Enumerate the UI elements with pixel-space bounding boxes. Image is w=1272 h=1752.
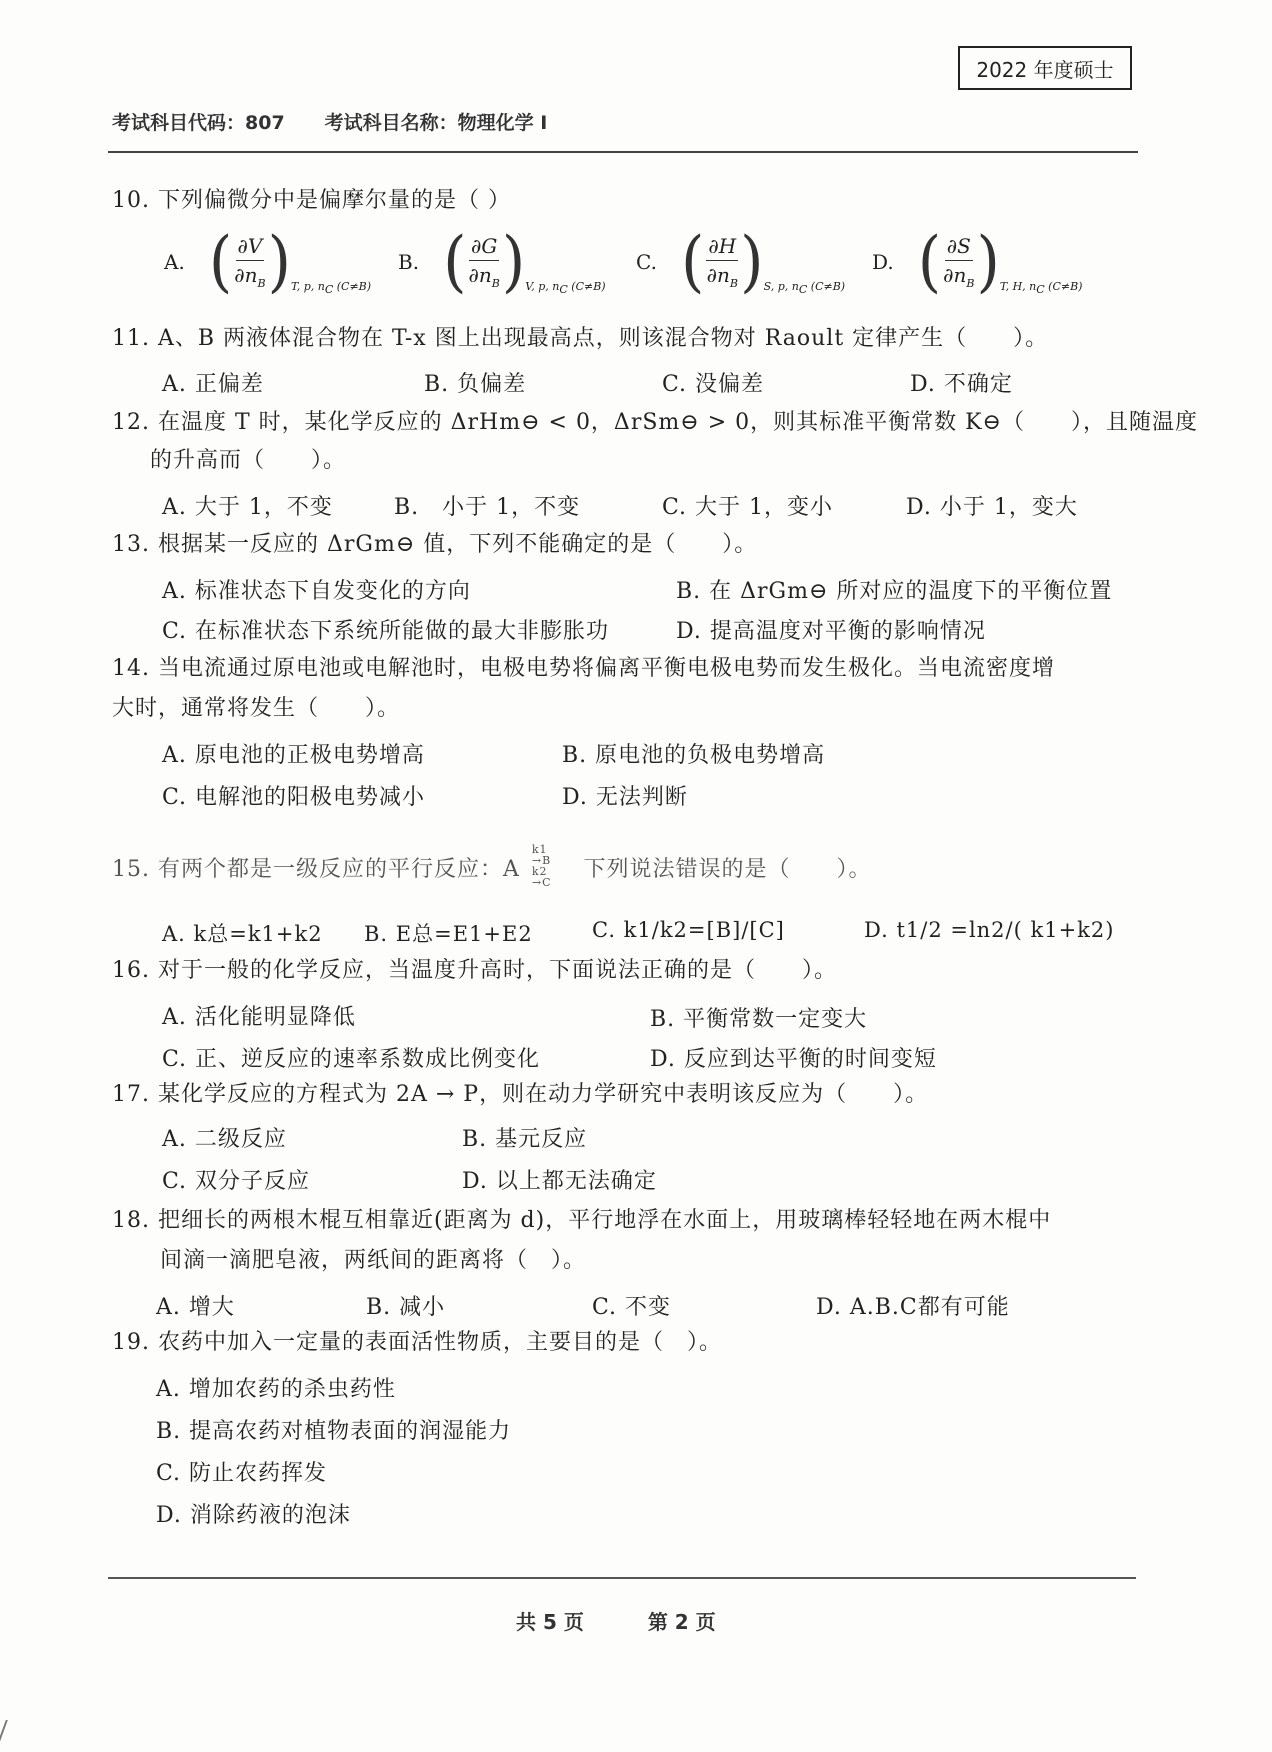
q14-option-d: D. 无法判断 bbox=[562, 785, 688, 810]
footer-divider bbox=[108, 1577, 1136, 1579]
question-17-stem: 17. 某化学反应的方程式为 2A → P，则在动力学研究中表明该反应为（ ）。 bbox=[112, 1082, 929, 1107]
q15-option-d: D. t1/2 =ln2/( k1+k2) bbox=[864, 918, 1115, 942]
q17-option-b: B. 基元反应 bbox=[462, 1127, 588, 1152]
question-12-stem-line1: 12. 在温度 T 时，某化学反应的 ΔrHm⊖ < 0，ΔrSm⊖ > 0，则其标准平衡常数 K⊖（ ），且随温度 bbox=[112, 410, 1198, 435]
q11-option-c: C. 没偏差 bbox=[662, 372, 765, 397]
q18-option-c: C. 不变 bbox=[592, 1295, 672, 1320]
q19-option-b: B. 提高农药对植物表面的润湿能力 bbox=[156, 1419, 512, 1444]
year-label: 2022 年度硕士 bbox=[976, 57, 1114, 82]
scan-edge-mark bbox=[0, 1720, 22, 1752]
q10-option-d: D. ( $\frac{\partial S}{\partial n_B}$ ) T, H, nC (C≠B) bbox=[872, 223, 1083, 301]
q12-option-d: D. 小于 1，变大 bbox=[906, 495, 1078, 520]
q13-option-d: D. 提高温度对平衡的影响情况 bbox=[676, 619, 986, 644]
question-16-stem: 16. 对于一般的化学反应，当温度升高时，下面说法正确的是（ ）。 bbox=[112, 958, 837, 983]
question-15-stem: 15. 有两个都是一级反应的平行反应：A k1 →B k2 →C 下列说法错误的是（ ）。 bbox=[112, 843, 872, 889]
q16-option-b: B. 平衡常数一定变大 bbox=[650, 1007, 868, 1032]
subject-header bbox=[112, 108, 547, 135]
q15-option-c: C. k1/k2=[B]/[C] bbox=[592, 918, 785, 942]
q19-option-a: A. 增加农药的杀虫药性 bbox=[156, 1377, 396, 1402]
header-divider bbox=[108, 151, 1138, 153]
q14-option-c: C. 电解池的阳极电势减小 bbox=[162, 785, 426, 810]
q17-option-a: A. 二级反应 bbox=[162, 1127, 287, 1152]
question-13-stem: 13. 根据某一反应的 ΔrGm⊖ 值，下列不能确定的是（ ）。 bbox=[112, 532, 758, 557]
current-page: 第 2 页 bbox=[647, 1610, 716, 1634]
question-18-stem-line1: 18. 把细长的两根木棍互相靠近(距离为 d)，平行地浮在水面上，用玻璃棒轻轻地在两木棍中 bbox=[112, 1208, 1052, 1233]
q11-option-b: B. 负偏差 bbox=[424, 372, 527, 397]
q16-option-a: A. 活化能明显降低 bbox=[162, 1005, 356, 1030]
subject-name: 考试科目名称：物理化学 I bbox=[324, 112, 548, 134]
total-pages: 共 5 页 bbox=[516, 1610, 584, 1634]
q19-option-c: C. 防止农药挥发 bbox=[156, 1461, 328, 1486]
q13-option-b: B. 在 ΔrGm⊖ 所对应的温度下的平衡位置 bbox=[676, 579, 1113, 604]
q16-option-c: C. 正、逆反应的速率系数成比例变化 bbox=[162, 1047, 541, 1072]
q18-option-d: D. A.B.C都有可能 bbox=[816, 1295, 1010, 1320]
q19-option-d: D. 消除药液的泡沫 bbox=[156, 1503, 351, 1528]
q11-option-a: A. 正偏差 bbox=[162, 372, 264, 397]
parallel-reaction-scheme: k1 →B k2 →C bbox=[531, 843, 552, 889]
page-footer bbox=[516, 1606, 716, 1635]
q17-option-d: D. 以上都无法确定 bbox=[462, 1169, 657, 1194]
year-label-box bbox=[958, 46, 1132, 90]
q13-option-c: C. 在标准状态下系统所能做的最大非膨胀功 bbox=[162, 619, 610, 644]
q16-option-d: D. 反应到达平衡的时间变短 bbox=[650, 1047, 937, 1072]
q12-option-a: A. 大于 1，不变 bbox=[162, 495, 333, 520]
q14-option-b: B. 原电池的负极电势增高 bbox=[562, 743, 826, 768]
question-18-stem-line2: 间滴一滴肥皂液，两纸间的距离将（ ）。 bbox=[160, 1248, 587, 1273]
question-10-stem: 10. 下列偏微分中是偏摩尔量的是（ ） bbox=[112, 188, 511, 213]
q10-option-b: B. ( $\frac{\partial G}{\partial n_B}$ ) V, p, nC (C≠B) bbox=[398, 223, 606, 301]
q14-option-a: A. 原电池的正极电势增高 bbox=[162, 743, 425, 768]
q10-option-a: A. ( $\frac{\partial V}{\partial n_B}$ ) T, p, nC (C≠B) bbox=[164, 223, 372, 301]
q18-option-a: A. 增大 bbox=[156, 1295, 235, 1320]
q12-option-c: C. 大于 1，变小 bbox=[662, 495, 834, 520]
subject-code: 考试科目代码：807 bbox=[112, 112, 285, 134]
q11-option-d: D. 不确定 bbox=[910, 372, 1013, 397]
q10-option-c: C. ( $\frac{\partial H}{\partial n_B}$ ) S, p, nC (C≠B) bbox=[636, 223, 846, 301]
question-12-stem-line2: 的升高而（ ）。 bbox=[150, 448, 347, 473]
q15-option-b: B. E总=E1+E2 bbox=[364, 922, 533, 946]
question-19-stem: 19. 农药中加入一定量的表面活性物质，主要目的是（ ）。 bbox=[112, 1330, 722, 1355]
question-11-stem: 11. A、B 两液体混合物在 T-x 图上出现最高点，则该混合物对 Raoult 定律产生（ ）。 bbox=[112, 326, 1049, 351]
q17-option-c: C. 双分子反应 bbox=[162, 1169, 311, 1194]
question-14-stem-line2: 大时，通常将发生（ ）。 bbox=[112, 696, 401, 721]
q12-option-b: B. 小于 1，不变 bbox=[394, 495, 581, 520]
q13-option-a: A. 标准状态下自发变化的方向 bbox=[162, 579, 471, 604]
q15-option-a: A. k总=k1+k2 bbox=[162, 922, 323, 946]
question-14-stem-line1: 14. 当电流通过原电池或电解池时，电极电势将偏离平衡电极电势而发生极化。当电流密度增 bbox=[112, 656, 1055, 681]
q18-option-b: B. 减小 bbox=[366, 1295, 446, 1320]
